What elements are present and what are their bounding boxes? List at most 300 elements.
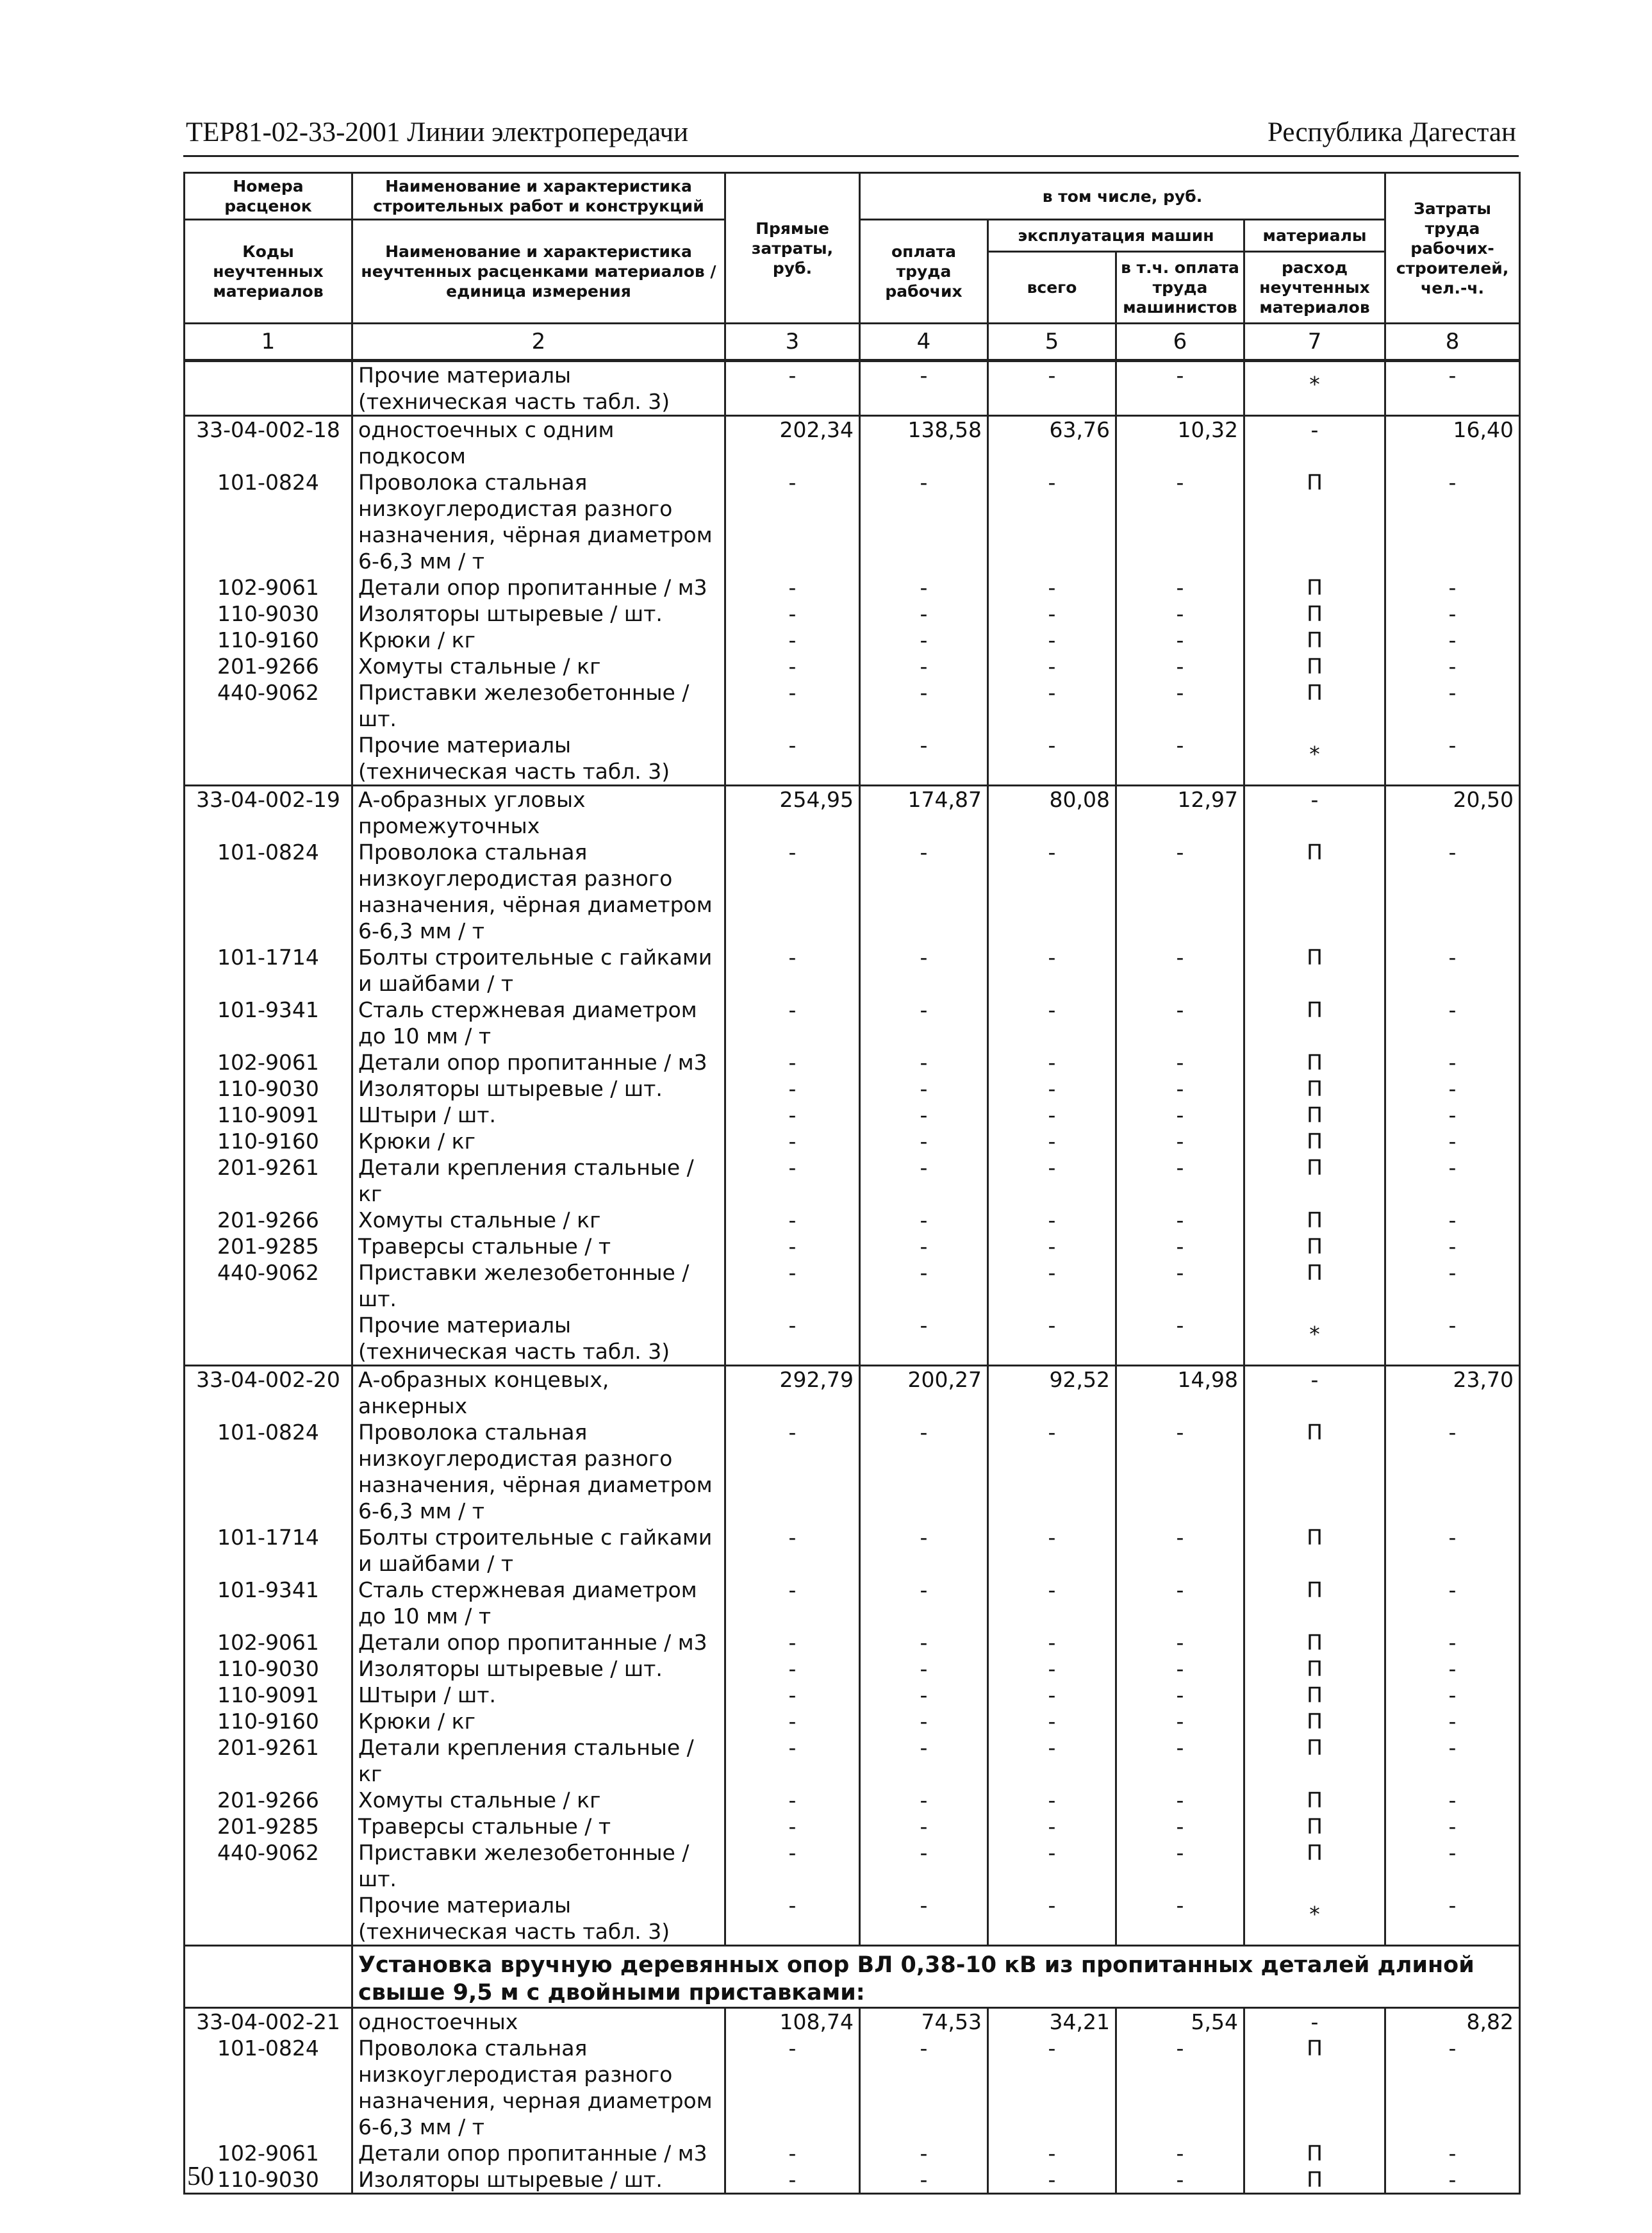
header-direct-costs: Прямые затраты, руб.: [725, 173, 860, 324]
materials-cell: П: [1244, 1128, 1385, 1154]
asterisk-mark: *: [1309, 1902, 1320, 1927]
material-row: [185, 1708, 1520, 1734]
machinist-pay-cell: -: [1116, 732, 1244, 786]
machines-total-cell: -: [988, 1259, 1116, 1312]
rate-code-cell: 102-9061: [185, 1049, 352, 1075]
rate-code-cell: 101-1714: [185, 1524, 352, 1577]
materials-cell: П: [1244, 1734, 1385, 1787]
direct-costs-cell: -: [725, 1128, 860, 1154]
labor-hours-cell: -: [1385, 1577, 1520, 1629]
direct-costs-cell: -: [725, 1892, 860, 1946]
material-row: [185, 1154, 1520, 1207]
material-row: [185, 1656, 1520, 1682]
materials-cell: П: [1244, 1102, 1385, 1128]
description-cell: Штыри / шт.: [352, 1682, 725, 1708]
worker-pay-cell: -: [860, 2140, 988, 2166]
machinist-pay-cell: -: [1116, 1312, 1244, 1366]
description-cell: Траверсы стальные / т: [352, 1233, 725, 1259]
rate-code-cell: 201-9261: [185, 1154, 352, 1207]
materials-cell: П: [1244, 1839, 1385, 1892]
materials-cell: [1244, 361, 1385, 416]
machines-total-cell: -: [988, 1049, 1116, 1075]
labor-hours-cell: -: [1385, 627, 1520, 653]
materials-cell: П: [1244, 653, 1385, 679]
labor-hours-cell: -: [1385, 1312, 1520, 1366]
header-including: в том числе, руб.: [860, 173, 1385, 220]
machines-total-cell: -: [988, 2166, 1116, 2194]
description-cell: Детали опор пропитанные / м3: [352, 1629, 725, 1656]
column-numbers-row: [185, 324, 1520, 361]
worker-pay-cell: -: [860, 1708, 988, 1734]
rate-code-cell: 33-04-002-18: [185, 416, 352, 470]
rate-code-cell: 201-9261: [185, 1734, 352, 1787]
machinist-pay-cell: -: [1116, 1049, 1244, 1075]
description-cell: Хомуты стальные / кг: [352, 1207, 725, 1233]
machines-total-cell: -: [988, 1419, 1116, 1524]
materials-cell: -: [1244, 2008, 1385, 2036]
description-cell: Крюки / кг: [352, 1708, 725, 1734]
material-row: [185, 1629, 1520, 1656]
materials-cell: П: [1244, 1629, 1385, 1656]
machines-total-cell: 63,76: [988, 416, 1116, 470]
worker-pay-cell: -: [860, 1682, 988, 1708]
direct-costs-cell: 108,74: [725, 2008, 860, 2036]
labor-hours-cell: -: [1385, 1656, 1520, 1682]
section-heading-row: [185, 1946, 1520, 2008]
worker-pay-cell: -: [860, 1629, 988, 1656]
material-row: [185, 1682, 1520, 1708]
header-machines-total: всего: [988, 252, 1116, 324]
machines-total-cell: -: [988, 1128, 1116, 1154]
labor-hours-cell: -: [1385, 1892, 1520, 1946]
rates-table: [183, 172, 1521, 2195]
material-row: [185, 1233, 1520, 1259]
rate-row: [185, 786, 1520, 840]
rate-code-cell: 110-9091: [185, 1682, 352, 1708]
rate-code-cell: [185, 1312, 352, 1366]
machinist-pay-cell: 5,54: [1116, 2008, 1244, 2036]
document-title: ТЕР81-02-33-2001 Линии электропередачи: [186, 117, 688, 147]
machinist-pay-cell: -: [1116, 1813, 1244, 1839]
worker-pay-cell: -: [860, 839, 988, 944]
machines-total-cell: -: [988, 2140, 1116, 2166]
material-row: [185, 361, 1520, 416]
table-header: [185, 173, 1520, 361]
rate-code-cell: 201-9285: [185, 1233, 352, 1259]
direct-costs-cell: -: [725, 1102, 860, 1128]
machines-total-cell: -: [988, 1734, 1116, 1787]
worker-pay-cell: 74,53: [860, 2008, 988, 2036]
worker-pay-cell: -: [860, 1049, 988, 1075]
labor-hours-cell: -: [1385, 653, 1520, 679]
column-number: 5: [988, 324, 1116, 361]
direct-costs-cell: -: [725, 944, 860, 997]
worker-pay-cell: 174,87: [860, 786, 988, 840]
labor-hours-cell: -: [1385, 1839, 1520, 1892]
materials-cell: П: [1244, 1049, 1385, 1075]
materials-cell: П: [1244, 1577, 1385, 1629]
machinist-pay-cell: 14,98: [1116, 1366, 1244, 1420]
description-cell: одностоечных с одним подкосом: [352, 416, 725, 470]
materials-cell: [1244, 732, 1385, 786]
machinist-pay-cell: -: [1116, 839, 1244, 944]
direct-costs-cell: -: [725, 839, 860, 944]
table-body: [185, 361, 1520, 2194]
labor-hours-cell: -: [1385, 1682, 1520, 1708]
worker-pay-cell: -: [860, 574, 988, 601]
material-row: [185, 1049, 1520, 1075]
header-machine-operation: эксплуатация машин: [988, 220, 1244, 252]
material-row: [185, 1128, 1520, 1154]
labor-hours-cell: 8,82: [1385, 2008, 1520, 2036]
machines-total-cell: -: [988, 1154, 1116, 1207]
machinist-pay-cell: -: [1116, 361, 1244, 416]
materials-cell: П: [1244, 469, 1385, 574]
machines-total-cell: 80,08: [988, 786, 1116, 840]
rate-code-cell: 101-0824: [185, 1419, 352, 1524]
direct-costs-cell: -: [725, 1577, 860, 1629]
material-row: [185, 1787, 1520, 1813]
labor-hours-cell: -: [1385, 1734, 1520, 1787]
labor-hours-cell: -: [1385, 1708, 1520, 1734]
machinist-pay-cell: -: [1116, 2140, 1244, 2166]
asterisk-mark: *: [1309, 742, 1320, 767]
column-number: 1: [185, 324, 352, 361]
machinist-pay-cell: -: [1116, 1656, 1244, 1682]
labor-hours-cell: 16,40: [1385, 416, 1520, 470]
machines-total-cell: -: [988, 1892, 1116, 1946]
materials-cell: П: [1244, 1524, 1385, 1577]
direct-costs-cell: -: [725, 1787, 860, 1813]
column-number: 7: [1244, 324, 1385, 361]
worker-pay-cell: -: [860, 1259, 988, 1312]
description-cell: Проволока стальная низкоуглеродистая разного назначения, чёрная диаметром 6-6,3 мм / т: [352, 1419, 725, 1524]
labor-hours-cell: -: [1385, 2166, 1520, 2194]
machines-total-cell: -: [988, 1233, 1116, 1259]
materials-cell: П: [1244, 679, 1385, 732]
rate-code-cell: 440-9062: [185, 1259, 352, 1312]
rate-row: [185, 416, 1520, 470]
labor-hours-cell: -: [1385, 732, 1520, 786]
description-cell: одностоечных: [352, 2008, 725, 2036]
materials-cell: П: [1244, 2035, 1385, 2140]
direct-costs-cell: -: [725, 469, 860, 574]
worker-pay-cell: -: [860, 1312, 988, 1366]
direct-costs-cell: -: [725, 601, 860, 627]
rate-code-cell: 101-9341: [185, 1577, 352, 1629]
description-cell: А-образных угловых промежуточных: [352, 786, 725, 840]
machines-total-cell: -: [988, 1075, 1116, 1102]
labor-hours-cell: -: [1385, 1154, 1520, 1207]
description-cell: Детали опор пропитанные / м3: [352, 2140, 725, 2166]
materials-cell: [1244, 1312, 1385, 1366]
direct-costs-cell: -: [725, 2166, 860, 2194]
description-cell: Штыри / шт.: [352, 1102, 725, 1128]
description-cell: Хомуты стальные / кг: [352, 653, 725, 679]
description-cell: Изоляторы штыревые / шт.: [352, 601, 725, 627]
material-row: [185, 839, 1520, 944]
labor-hours-cell: -: [1385, 1419, 1520, 1524]
direct-costs-cell: -: [725, 1839, 860, 1892]
materials-cell: П: [1244, 1233, 1385, 1259]
description-cell: Проволока стальная низкоуглеродистая разного назначения, чёрная диаметром 6-6,3 мм / т: [352, 839, 725, 944]
machinist-pay-cell: -: [1116, 2035, 1244, 2140]
machinist-pay-cell: -: [1116, 944, 1244, 997]
material-row: [185, 469, 1520, 574]
machinist-pay-cell: -: [1116, 1419, 1244, 1524]
worker-pay-cell: 200,27: [860, 1366, 988, 1420]
direct-costs-cell: -: [725, 679, 860, 732]
worker-pay-cell: -: [860, 1419, 988, 1524]
machines-total-cell: 34,21: [988, 2008, 1116, 2036]
labor-hours-cell: -: [1385, 1524, 1520, 1577]
machines-total-cell: -: [988, 574, 1116, 601]
machines-total-cell: 92,52: [988, 1366, 1116, 1420]
header-machinist-pay: в т.ч. оплата труда машинистов: [1116, 252, 1244, 324]
description-cell: Проволока стальная низкоуглеродистая разного назначения, черная диаметром 6-6,3 мм / т: [352, 2035, 725, 2140]
labor-hours-cell: -: [1385, 1075, 1520, 1102]
material-row: [185, 997, 1520, 1049]
direct-costs-cell: -: [725, 1419, 860, 1524]
rate-code-cell: 33-04-002-21: [185, 2008, 352, 2036]
material-row: [185, 2166, 1520, 2194]
description-cell: Детали опор пропитанные / м3: [352, 574, 725, 601]
rate-code-cell: 101-9341: [185, 997, 352, 1049]
rate-code-cell: 101-0824: [185, 469, 352, 574]
rate-code-cell: 33-04-002-20: [185, 1366, 352, 1420]
material-row: [185, 1524, 1520, 1577]
description-cell: Прочие материалы (техническая часть табл. 3): [352, 1892, 725, 1946]
description-cell: Детали опор пропитанные / м3: [352, 1049, 725, 1075]
machines-total-cell: -: [988, 997, 1116, 1049]
rate-code-cell: 101-1714: [185, 944, 352, 997]
materials-cell: П: [1244, 1207, 1385, 1233]
description-cell: Изоляторы штыревые / шт.: [352, 2166, 725, 2194]
worker-pay-cell: -: [860, 1233, 988, 1259]
machinist-pay-cell: -: [1116, 1629, 1244, 1656]
materials-cell: П: [1244, 1708, 1385, 1734]
materials-cell: П: [1244, 2140, 1385, 2166]
worker-pay-cell: -: [860, 732, 988, 786]
material-row: [185, 2035, 1520, 2140]
worker-pay-cell: -: [860, 1839, 988, 1892]
machinist-pay-cell: -: [1116, 1233, 1244, 1259]
machinist-pay-cell: -: [1116, 574, 1244, 601]
labor-hours-cell: -: [1385, 1049, 1520, 1075]
materials-cell: П: [1244, 1075, 1385, 1102]
labor-hours-cell: -: [1385, 1128, 1520, 1154]
description-cell: Болты строительные с гайками и шайбами / т: [352, 1524, 725, 1577]
description-cell: Прочие материалы (техническая часть табл. 3): [352, 361, 725, 416]
material-row: [185, 1734, 1520, 1787]
description-cell: Проволока стальная низкоуглеродистая разного назначения, чёрная диаметром 6-6,3 мм / т: [352, 469, 725, 574]
direct-costs-cell: -: [725, 1207, 860, 1233]
direct-costs-cell: -: [725, 2035, 860, 2140]
material-row: [185, 1839, 1520, 1892]
materials-cell: П: [1244, 839, 1385, 944]
machines-total-cell: -: [988, 1524, 1116, 1577]
material-row: [185, 679, 1520, 732]
direct-costs-cell: -: [725, 627, 860, 653]
labor-hours-cell: -: [1385, 2140, 1520, 2166]
machinist-pay-cell: -: [1116, 1259, 1244, 1312]
machines-total-cell: -: [988, 1787, 1116, 1813]
machinist-pay-cell: -: [1116, 2166, 1244, 2194]
machines-total-cell: -: [988, 1839, 1116, 1892]
labor-hours-cell: -: [1385, 1102, 1520, 1128]
materials-cell: П: [1244, 574, 1385, 601]
machinist-pay-cell: -: [1116, 469, 1244, 574]
section-code-cell: [185, 1946, 352, 2008]
rate-code-cell: 110-9160: [185, 1708, 352, 1734]
machines-total-cell: -: [988, 1207, 1116, 1233]
header-work-description: Наименование и характеристика строительных работ и конструкций: [352, 173, 725, 220]
materials-cell: П: [1244, 601, 1385, 627]
direct-costs-cell: -: [725, 1075, 860, 1102]
direct-costs-cell: -: [725, 1656, 860, 1682]
labor-hours-cell: -: [1385, 469, 1520, 574]
material-row: [185, 1813, 1520, 1839]
rate-code-cell: 110-9030: [185, 601, 352, 627]
description-cell: Сталь стержневая диаметром до 10 мм / т: [352, 997, 725, 1049]
worker-pay-cell: -: [860, 997, 988, 1049]
labor-hours-cell: -: [1385, 574, 1520, 601]
machines-total-cell: -: [988, 679, 1116, 732]
rate-code-cell: [185, 1892, 352, 1946]
labor-hours-cell: 20,50: [1385, 786, 1520, 840]
material-row: [185, 732, 1520, 786]
worker-pay-cell: -: [860, 679, 988, 732]
rate-code-cell: 201-9266: [185, 1787, 352, 1813]
worker-pay-cell: -: [860, 1207, 988, 1233]
worker-pay-cell: -: [860, 1128, 988, 1154]
machines-total-cell: -: [988, 839, 1116, 944]
direct-costs-cell: 292,79: [725, 1366, 860, 1420]
description-cell: Изоляторы штыревые / шт.: [352, 1656, 725, 1682]
worker-pay-cell: -: [860, 653, 988, 679]
header-material-description: Наименование и характеристика неучтенных расценками материалов / единица измерения: [352, 220, 725, 324]
machinist-pay-cell: -: [1116, 1524, 1244, 1577]
description-cell: Приставки железобетонные /шт.: [352, 679, 725, 732]
worker-pay-cell: -: [860, 2166, 988, 2194]
worker-pay-cell: -: [860, 2035, 988, 2140]
machinist-pay-cell: -: [1116, 1577, 1244, 1629]
rate-code-cell: 440-9062: [185, 1839, 352, 1892]
material-row: [185, 627, 1520, 653]
header-worker-pay: оплата труда рабочих: [860, 220, 988, 324]
machines-total-cell: -: [988, 732, 1116, 786]
direct-costs-cell: -: [725, 1813, 860, 1839]
worker-pay-cell: -: [860, 1734, 988, 1787]
labor-hours-cell: -: [1385, 361, 1520, 416]
worker-pay-cell: -: [860, 1154, 988, 1207]
material-row: [185, 2140, 1520, 2166]
rate-code-cell: [185, 732, 352, 786]
machinist-pay-cell: -: [1116, 1787, 1244, 1813]
material-row: [185, 601, 1520, 627]
machines-total-cell: -: [988, 2035, 1116, 2140]
machines-total-cell: -: [988, 1629, 1116, 1656]
machines-total-cell: -: [988, 1682, 1116, 1708]
machines-total-cell: -: [988, 1708, 1116, 1734]
materials-cell: П: [1244, 1154, 1385, 1207]
materials-cell: П: [1244, 1813, 1385, 1839]
machinist-pay-cell: -: [1116, 679, 1244, 732]
machines-total-cell: -: [988, 1813, 1116, 1839]
asterisk-mark: *: [1309, 372, 1320, 397]
machinist-pay-cell: 10,32: [1116, 416, 1244, 470]
column-number: 8: [1385, 324, 1520, 361]
direct-costs-cell: -: [725, 574, 860, 601]
labor-hours-cell: -: [1385, 944, 1520, 997]
labor-hours-cell: -: [1385, 1787, 1520, 1813]
direct-costs-cell: -: [725, 1734, 860, 1787]
materials-cell: П: [1244, 997, 1385, 1049]
direct-costs-cell: -: [725, 2140, 860, 2166]
materials-cell: П: [1244, 1787, 1385, 1813]
machinist-pay-cell: -: [1116, 1839, 1244, 1892]
description-cell: Сталь стержневая диаметром до 10 мм / т: [352, 1577, 725, 1629]
rate-code-cell: 110-9160: [185, 1128, 352, 1154]
labor-hours-cell: -: [1385, 679, 1520, 732]
materials-cell: П: [1244, 1682, 1385, 1708]
rate-code-cell: 101-0824: [185, 839, 352, 944]
column-number: 2: [352, 324, 725, 361]
worker-pay-cell: 138,58: [860, 416, 988, 470]
machines-total-cell: -: [988, 601, 1116, 627]
materials-cell: П: [1244, 627, 1385, 653]
worker-pay-cell: -: [860, 627, 988, 653]
machinist-pay-cell: -: [1116, 1154, 1244, 1207]
rate-code-cell: 110-9091: [185, 1102, 352, 1128]
labor-hours-cell: -: [1385, 997, 1520, 1049]
machines-total-cell: -: [988, 627, 1116, 653]
description-cell: Крюки / кг: [352, 627, 725, 653]
materials-cell: П: [1244, 944, 1385, 997]
rate-code-cell: 110-9030: [185, 1656, 352, 1682]
machinist-pay-cell: -: [1116, 1207, 1244, 1233]
rate-code-cell: 102-9061: [185, 2140, 352, 2166]
direct-costs-cell: -: [725, 1524, 860, 1577]
direct-costs-cell: -: [725, 1154, 860, 1207]
worker-pay-cell: -: [860, 1524, 988, 1577]
labor-hours-cell: -: [1385, 601, 1520, 627]
direct-costs-cell: 202,34: [725, 416, 860, 470]
description-cell: Детали крепления стальные / кг: [352, 1734, 725, 1787]
labor-hours-cell: -: [1385, 1233, 1520, 1259]
worker-pay-cell: -: [860, 1892, 988, 1946]
header-materials: материалы: [1244, 220, 1385, 252]
worker-pay-cell: -: [860, 944, 988, 997]
worker-pay-cell: -: [860, 601, 988, 627]
machinist-pay-cell: -: [1116, 1075, 1244, 1102]
page-header: [183, 115, 1519, 157]
materials-cell: -: [1244, 786, 1385, 840]
worker-pay-cell: -: [860, 1075, 988, 1102]
material-row: [185, 1207, 1520, 1233]
machines-total-cell: -: [988, 1656, 1116, 1682]
worker-pay-cell: -: [860, 1577, 988, 1629]
rate-code-cell: 201-9266: [185, 1207, 352, 1233]
machinist-pay-cell: -: [1116, 601, 1244, 627]
direct-costs-cell: 254,95: [725, 786, 860, 840]
rate-row: [185, 1366, 1520, 1420]
material-row: [185, 1102, 1520, 1128]
direct-costs-cell: -: [725, 653, 860, 679]
materials-cell: -: [1244, 1366, 1385, 1420]
rate-code-cell: 110-9030: [185, 2166, 352, 2194]
machines-total-cell: -: [988, 944, 1116, 997]
